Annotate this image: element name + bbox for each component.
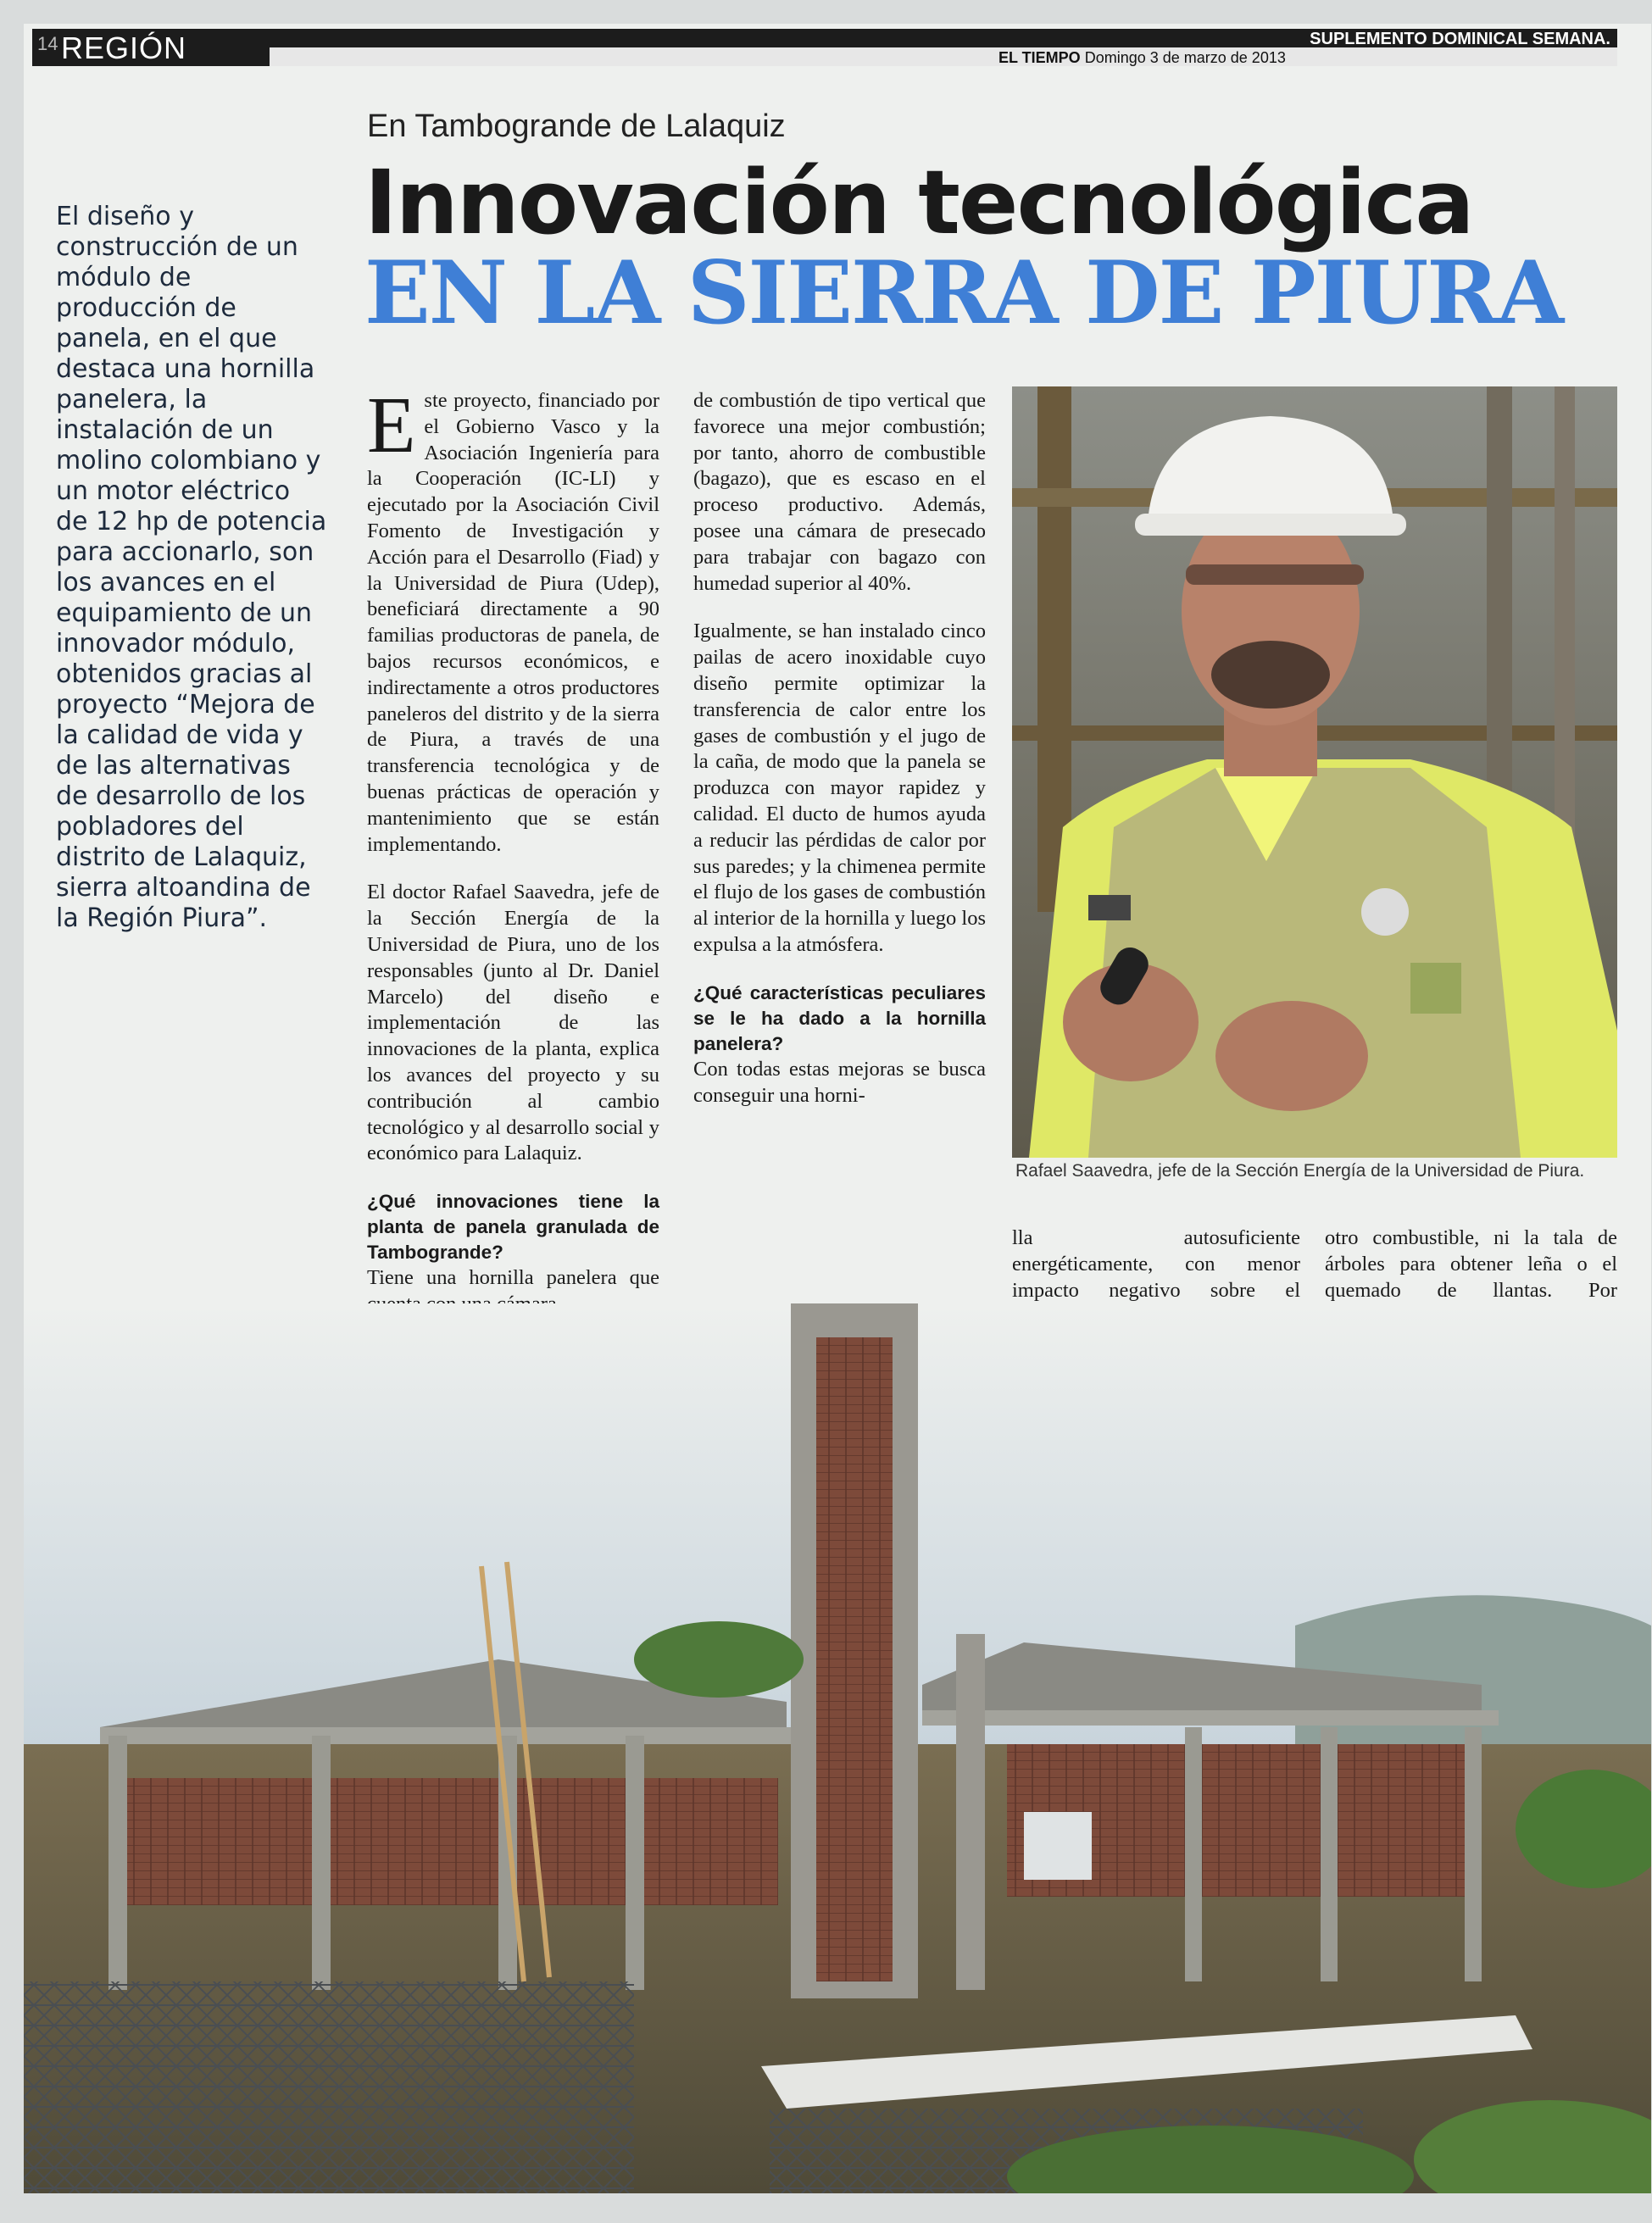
portrait-illustration <box>1012 386 1617 1158</box>
paragraph: de combustión de tipo vertical que favorece una mejor combustión; por tanto, ahorro de combustible (bagazo), que es escaso en el proceso productivo. Además, posee una cámara de presecado para trabajar con bagazo con humedad superior al 40%. <box>693 389 986 595</box>
paragraph: Igualmente, se han instalado cinco pailas de acero inoxidable cuyo diseño permite optimizar la transferencia de calor entre los gases de combustión y el jugo de la caña, de modo que la panela se produzca con mayor rapidez y calidad. El ducto de humos ayuda a reducir las pérdidas de calor por sus paredes; y la chimenea permite el flujo de los gases de combustión al interior de la hornilla y luego los expulsa a la atmósfera. <box>693 620 986 956</box>
page-number: 14 <box>37 33 58 54</box>
construction-photo <box>24 1303 1651 2193</box>
paragraph: El doctor Rafael Saavedra, jefe de la Sección Energía de la Universidad de Piura, uno de los responsables (junto al Dr. Daniel Marcelo) del diseño e implementación de las innovaciones de la planta, explica los avances del proyecto y su contribución al cambio tecnológico y al desarrollo social y económico para Lalaquiz. <box>367 881 659 1165</box>
construction-illustration <box>24 1303 1651 2193</box>
article-column-2 <box>693 388 986 1131</box>
paragraph: lla autosuficiente energéticamente, con menor impacto negativo sobre el <box>1012 1226 1300 1302</box>
issue-date: Domingo 3 de marzo de 2013 <box>1084 49 1286 66</box>
paragraph: Tiene una hornilla panelera que <box>367 1266 659 1290</box>
paragraph: otro combustible, ni la tala de árboles para obtener leña o el quemado de llantas. Por <box>1325 1226 1617 1302</box>
header-date-strip <box>270 47 1617 66</box>
article-column-1 <box>367 381 659 1340</box>
paragraph: Con todas estas mejoras se busca conseguir una horni- <box>693 1057 986 1107</box>
newspaper-page <box>24 24 1651 2193</box>
question-heading: ¿Qué innovaciones tiene la planta de panela granulada de Tambogrande? <box>367 1191 659 1264</box>
photo-caption: Rafael Saavedra, jefe de la Sección Energía de la Universidad de Piura. <box>1015 1161 1585 1181</box>
newspaper-name: EL TIEMPO <box>998 49 1081 66</box>
sidebar-summary: El diseño y construcción de un módulo de producción de panela, en el que destaca una hornilla panelera, la instalación de un molino colombiano y un motor eléctrico de 12 hp de potencia para accionarlo, son los avances en el equipamiento de un innovador módulo, obtenidos gracias al proyecto “Mejora de la calidad de vida y de las alternativas de desarrollo de los pobladores del distrito de Lalaquiz, sierra altoandina de la Región Piura”. <box>56 202 327 933</box>
portrait-photo <box>1012 386 1617 1158</box>
question-heading: ¿Qué características peculiares se le ha dado a la hornilla panelera? <box>693 981 986 1054</box>
newspaper-dateline <box>998 49 1286 67</box>
headline-line2: EN LA SIERRA DE PIURA <box>364 242 1563 344</box>
page-header <box>32 29 1617 66</box>
kicker: En Tambogrande de Lalaquiz <box>367 108 786 144</box>
paragraph: ste proyecto, financiado por el Gobierno Vasco y la Asociación Ingeniería para la Cooperación (IC-LI) y ejecutado por la Asociación Civil Fomento de Investigación y Acción para el Desarrollo (Fiad) y la Universidad de Piura (Udep), beneficiará directamente a 90 familias productoras de panela, de bajos recursos económicos, e indirectamente a otros productores paneleros del distrito y de la sierra de Piura, a través de una transferencia tecnológica y de buenas prácticas de operación y mantenimiento que se están implementando. <box>367 389 659 856</box>
drop-cap: E <box>367 381 416 470</box>
headline-line1: Innovación tecnológica <box>364 151 1473 254</box>
section-name: REGIÓN <box>61 31 187 65</box>
supplement-name: SUPLEMENTO DOMINICAL SEMANA. <box>1310 30 1610 48</box>
